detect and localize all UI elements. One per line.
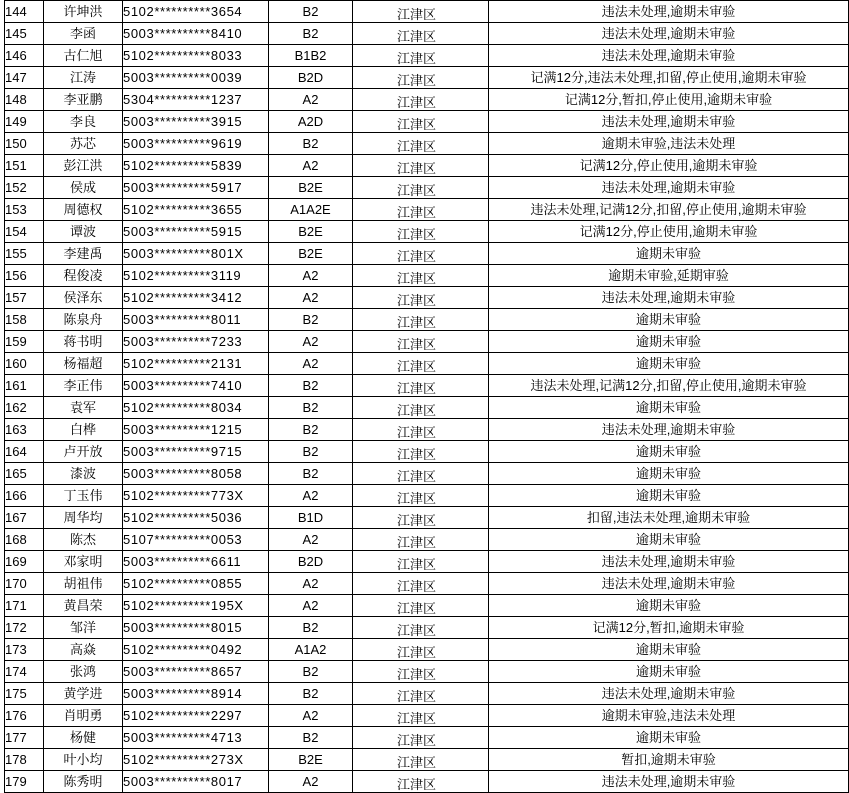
id-number-cell: 5003**********8017	[123, 771, 269, 793]
driver-name-cell: 古仁旭	[44, 45, 123, 67]
id-number-cell: 5003**********7410	[123, 375, 269, 397]
district-text: 江津区	[396, 469, 436, 484]
table-row	[5, 1, 849, 23]
license-status-cell: 违法未处理,记满12分,扣留,停止使用,逾期未审验	[489, 375, 849, 397]
license-class-cell: B2	[269, 617, 353, 639]
district-cell	[353, 463, 489, 485]
table-row	[5, 529, 849, 551]
id-number-cell: 5102**********3119	[123, 265, 269, 287]
license-class-cell: B2	[269, 1, 353, 23]
row-number-cell: 150	[5, 133, 44, 155]
row-number-cell: 162	[5, 397, 44, 419]
id-number-cell: 5003**********7233	[123, 331, 269, 353]
row-number-cell: 179	[5, 771, 44, 793]
row-number-cell: 157	[5, 287, 44, 309]
district-text: 江津区	[396, 161, 436, 176]
table-row	[5, 375, 849, 397]
district-cell	[353, 67, 489, 89]
license-class-cell: B2	[269, 463, 353, 485]
driver-name-cell: 侯泽东	[44, 287, 123, 309]
driver-name-cell: 黄学进	[44, 683, 123, 705]
driver-name-cell: 陈秀明	[44, 771, 123, 793]
driver-name-cell: 蒋书明	[44, 331, 123, 353]
district-cell	[353, 111, 489, 133]
license-class-cell: B2	[269, 375, 353, 397]
row-number-cell: 175	[5, 683, 44, 705]
district-cell	[353, 529, 489, 551]
table-row	[5, 67, 849, 89]
table-row	[5, 441, 849, 463]
id-number-cell: 5003**********8657	[123, 661, 269, 683]
row-number-cell: 164	[5, 441, 44, 463]
id-number-cell: 5003**********9715	[123, 441, 269, 463]
district-cell	[353, 177, 489, 199]
district-text: 江津区	[396, 733, 436, 748]
license-class-cell: A2	[269, 573, 353, 595]
district-text: 江津区	[396, 183, 436, 198]
license-status-cell: 违法未处理,逾期未审验	[489, 1, 849, 23]
table-row	[5, 155, 849, 177]
license-class-cell: A2	[269, 771, 353, 793]
id-number-cell: 5003**********8058	[123, 463, 269, 485]
driver-name-cell: 邹洋	[44, 617, 123, 639]
license-class-cell: B2	[269, 683, 353, 705]
row-number-cell: 173	[5, 639, 44, 661]
license-class-cell: A1A2E	[269, 199, 353, 221]
table-row	[5, 89, 849, 111]
table-row	[5, 661, 849, 683]
district-text: 江津区	[396, 579, 436, 594]
table-row	[5, 771, 849, 793]
district-cell	[353, 507, 489, 529]
table-row	[5, 287, 849, 309]
license-status-cell: 逾期未审验	[489, 397, 849, 419]
district-cell	[353, 89, 489, 111]
license-class-cell: B2	[269, 133, 353, 155]
district-cell	[353, 661, 489, 683]
license-class-cell: A1A2	[269, 639, 353, 661]
driver-name-cell: 高焱	[44, 639, 123, 661]
license-class-cell: A2	[269, 485, 353, 507]
table-row	[5, 45, 849, 67]
row-number-cell: 172	[5, 617, 44, 639]
license-class-cell: A2	[269, 265, 353, 287]
district-cell	[353, 221, 489, 243]
district-text: 江津区	[396, 645, 436, 660]
district-cell	[353, 397, 489, 419]
license-class-cell: B1B2	[269, 45, 353, 67]
license-status-cell: 违法未处理,记满12分,扣留,停止使用,逾期未审验	[489, 199, 849, 221]
license-status-cell: 违法未处理,逾期未审验	[489, 771, 849, 793]
driver-name-cell: 邓家明	[44, 551, 123, 573]
district-text: 江津区	[396, 95, 436, 110]
driver-name-cell: 李正伟	[44, 375, 123, 397]
table-row	[5, 573, 849, 595]
row-number-cell: 159	[5, 331, 44, 353]
row-number-cell: 174	[5, 661, 44, 683]
driver-name-cell: 陈杰	[44, 529, 123, 551]
license-status-cell: 逾期未审验	[489, 243, 849, 265]
license-status-cell: 逾期未审验	[489, 661, 849, 683]
table-row	[5, 309, 849, 331]
license-status-cell: 逾期未审验	[489, 441, 849, 463]
district-text: 江津区	[396, 117, 436, 132]
id-number-cell: 5102**********0855	[123, 573, 269, 595]
license-status-cell: 违法未处理,逾期未审验	[489, 111, 849, 133]
driver-name-cell: 杨健	[44, 727, 123, 749]
license-status-cell: 记满12分,违法未处理,扣留,停止使用,逾期未审验	[489, 67, 849, 89]
license-status-cell: 逾期未审验,违法未处理	[489, 705, 849, 727]
table-row	[5, 111, 849, 133]
license-status-cell: 逾期未审验	[489, 353, 849, 375]
driver-name-cell: 白桦	[44, 419, 123, 441]
table-row	[5, 353, 849, 375]
district-text: 江津区	[396, 205, 436, 220]
driver-name-cell: 黄昌荣	[44, 595, 123, 617]
license-status-cell: 逾期未审验	[489, 639, 849, 661]
driver-name-cell: 李良	[44, 111, 123, 133]
table-row	[5, 397, 849, 419]
license-status-cell: 逾期未审验	[489, 595, 849, 617]
id-number-cell: 5003**********1215	[123, 419, 269, 441]
id-number-cell: 5102**********195X	[123, 595, 269, 617]
driver-name-cell: 许坤洪	[44, 1, 123, 23]
table-row	[5, 133, 849, 155]
license-class-cell: B2E	[269, 221, 353, 243]
row-number-cell: 178	[5, 749, 44, 771]
district-text: 江津区	[396, 755, 436, 770]
license-class-cell: B2E	[269, 243, 353, 265]
district-text: 江津区	[396, 711, 436, 726]
table-row	[5, 595, 849, 617]
license-class-cell: B2	[269, 441, 353, 463]
id-number-cell: 5102**********2297	[123, 705, 269, 727]
district-text: 江津区	[396, 139, 436, 154]
id-number-cell: 5102**********2131	[123, 353, 269, 375]
district-cell	[353, 243, 489, 265]
id-number-cell: 5102**********5839	[123, 155, 269, 177]
district-text: 江津区	[396, 425, 436, 440]
id-number-cell: 5003**********0039	[123, 67, 269, 89]
row-number-cell: 151	[5, 155, 44, 177]
table-row	[5, 331, 849, 353]
id-number-cell: 5003**********6611	[123, 551, 269, 573]
license-status-cell: 暂扣,逾期未审验	[489, 749, 849, 771]
district-text: 江津区	[396, 667, 436, 682]
table-row	[5, 617, 849, 639]
district-text: 江津区	[396, 557, 436, 572]
district-text: 江津区	[396, 689, 436, 704]
license-status-cell: 逾期未审验	[489, 485, 849, 507]
table-row	[5, 683, 849, 705]
id-number-cell: 5107**********0053	[123, 529, 269, 551]
id-number-cell: 5102**********3654	[123, 1, 269, 23]
driver-name-cell: 张鸿	[44, 661, 123, 683]
table-row	[5, 705, 849, 727]
driver-name-cell: 李函	[44, 23, 123, 45]
district-cell	[353, 441, 489, 463]
table-row	[5, 177, 849, 199]
district-text: 江津区	[396, 227, 436, 242]
id-number-cell: 5003**********801X	[123, 243, 269, 265]
license-status-cell: 逾期未审验	[489, 309, 849, 331]
row-number-cell: 163	[5, 419, 44, 441]
license-status-cell: 逾期未审验	[489, 463, 849, 485]
id-number-cell: 5102**********0492	[123, 639, 269, 661]
district-text: 江津区	[396, 513, 436, 528]
license-class-cell: A2	[269, 705, 353, 727]
district-cell	[353, 1, 489, 23]
district-text: 江津区	[396, 381, 436, 396]
district-text: 江津区	[396, 601, 436, 616]
row-number-cell: 165	[5, 463, 44, 485]
table-row	[5, 265, 849, 287]
row-number-cell: 146	[5, 45, 44, 67]
license-class-cell: A2	[269, 155, 353, 177]
row-number-cell: 155	[5, 243, 44, 265]
district-cell	[353, 595, 489, 617]
license-class-cell: A2	[269, 353, 353, 375]
license-class-cell: B2	[269, 23, 353, 45]
district-text: 江津区	[396, 315, 436, 330]
driver-name-cell: 苏芯	[44, 133, 123, 155]
driver-name-cell: 谭波	[44, 221, 123, 243]
driver-name-cell: 肖明勇	[44, 705, 123, 727]
license-status-cell: 违法未处理,逾期未审验	[489, 573, 849, 595]
license-class-cell: B2E	[269, 177, 353, 199]
driver-name-cell: 漆波	[44, 463, 123, 485]
license-class-cell: B2	[269, 727, 353, 749]
driver-name-cell: 卢开放	[44, 441, 123, 463]
driver-name-cell: 彭江洪	[44, 155, 123, 177]
row-number-cell: 152	[5, 177, 44, 199]
license-status-cell: 违法未处理,逾期未审验	[489, 23, 849, 45]
license-status-cell: 违法未处理,逾期未审验	[489, 177, 849, 199]
id-number-cell: 5003**********8011	[123, 309, 269, 331]
district-cell	[353, 617, 489, 639]
license-class-cell: B2	[269, 397, 353, 419]
row-number-cell: 145	[5, 23, 44, 45]
id-number-cell: 5003**********8410	[123, 23, 269, 45]
row-number-cell: 153	[5, 199, 44, 221]
license-status-cell: 违法未处理,逾期未审验	[489, 287, 849, 309]
district-cell	[353, 771, 489, 793]
license-status-cell: 记满12分,暂扣,逾期未审验	[489, 617, 849, 639]
table-row	[5, 551, 849, 573]
license-class-cell: A2	[269, 529, 353, 551]
district-cell	[353, 705, 489, 727]
district-text: 江津区	[396, 29, 436, 44]
table-row	[5, 749, 849, 771]
driver-name-cell: 袁军	[44, 397, 123, 419]
district-cell	[353, 639, 489, 661]
driver-name-cell: 李亚鹏	[44, 89, 123, 111]
district-text: 江津区	[396, 623, 436, 638]
table-row	[5, 507, 849, 529]
district-cell	[353, 375, 489, 397]
driver-name-cell: 程俊凌	[44, 265, 123, 287]
license-class-cell: A2	[269, 595, 353, 617]
id-number-cell: 5003**********3915	[123, 111, 269, 133]
row-number-cell: 158	[5, 309, 44, 331]
license-status-cell: 违法未处理,逾期未审验	[489, 45, 849, 67]
district-cell	[353, 573, 489, 595]
id-number-cell: 5102**********3412	[123, 287, 269, 309]
district-text: 江津区	[396, 359, 436, 374]
id-number-cell: 5003**********8015	[123, 617, 269, 639]
table-row	[5, 23, 849, 45]
row-number-cell: 169	[5, 551, 44, 573]
row-number-cell: 147	[5, 67, 44, 89]
license-class-cell: A2D	[269, 111, 353, 133]
table-row	[5, 485, 849, 507]
table-row	[5, 199, 849, 221]
row-number-cell: 161	[5, 375, 44, 397]
row-number-cell: 148	[5, 89, 44, 111]
row-number-cell: 154	[5, 221, 44, 243]
district-text: 江津区	[396, 7, 436, 22]
district-cell	[353, 287, 489, 309]
license-class-cell: B2	[269, 309, 353, 331]
district-text: 江津区	[396, 73, 436, 88]
license-status-cell: 逾期未审验,延期审验	[489, 265, 849, 287]
license-class-cell: B2D	[269, 551, 353, 573]
row-number-cell: 177	[5, 727, 44, 749]
row-number-cell: 171	[5, 595, 44, 617]
license-status-cell: 扣留,违法未处理,逾期未审验	[489, 507, 849, 529]
district-cell	[353, 485, 489, 507]
license-status-cell: 记满12分,停止使用,逾期未审验	[489, 155, 849, 177]
district-text: 江津区	[396, 271, 436, 286]
records-table	[4, 0, 849, 793]
id-number-cell: 5003**********4713	[123, 727, 269, 749]
license-status-cell: 违法未处理,逾期未审验	[489, 683, 849, 705]
district-text: 江津区	[396, 777, 436, 792]
row-number-cell: 167	[5, 507, 44, 529]
table-row	[5, 243, 849, 265]
license-class-cell: A2	[269, 89, 353, 111]
license-class-cell: B2D	[269, 67, 353, 89]
district-cell	[353, 683, 489, 705]
row-number-cell: 149	[5, 111, 44, 133]
district-text: 江津区	[396, 51, 436, 66]
id-number-cell: 5102**********273X	[123, 749, 269, 771]
district-text: 江津区	[396, 293, 436, 308]
id-number-cell: 5102**********773X	[123, 485, 269, 507]
driver-name-cell: 胡祖伟	[44, 573, 123, 595]
license-status-cell: 记满12分,暂扣,停止使用,逾期未审验	[489, 89, 849, 111]
row-number-cell: 170	[5, 573, 44, 595]
id-number-cell: 5003**********9619	[123, 133, 269, 155]
license-class-cell: A2	[269, 331, 353, 353]
id-number-cell: 5003**********8914	[123, 683, 269, 705]
district-cell	[353, 155, 489, 177]
license-class-cell: B1D	[269, 507, 353, 529]
license-status-cell: 记满12分,停止使用,逾期未审验	[489, 221, 849, 243]
driver-name-cell: 丁玉伟	[44, 485, 123, 507]
license-status-cell: 违法未处理,逾期未审验	[489, 551, 849, 573]
district-cell	[353, 419, 489, 441]
district-cell	[353, 133, 489, 155]
district-cell	[353, 265, 489, 287]
row-number-cell: 156	[5, 265, 44, 287]
id-number-cell: 5102**********3655	[123, 199, 269, 221]
driver-name-cell: 李建禹	[44, 243, 123, 265]
license-status-cell: 违法未处理,逾期未审验	[489, 419, 849, 441]
id-number-cell: 5003**********5917	[123, 177, 269, 199]
table-row	[5, 727, 849, 749]
district-text: 江津区	[396, 249, 436, 264]
district-cell	[353, 309, 489, 331]
license-class-cell: B2	[269, 661, 353, 683]
driver-name-cell: 陈泉舟	[44, 309, 123, 331]
license-class-cell: A2	[269, 287, 353, 309]
driver-name-cell: 周德权	[44, 199, 123, 221]
license-status-cell: 逾期未审验	[489, 331, 849, 353]
district-cell	[353, 727, 489, 749]
id-number-cell: 5102**********5036	[123, 507, 269, 529]
row-number-cell: 168	[5, 529, 44, 551]
district-text: 江津区	[396, 491, 436, 506]
id-number-cell: 5003**********5915	[123, 221, 269, 243]
table-row	[5, 419, 849, 441]
id-number-cell: 5304**********1237	[123, 89, 269, 111]
driver-name-cell: 周华均	[44, 507, 123, 529]
license-class-cell: B2E	[269, 749, 353, 771]
driver-name-cell: 叶小均	[44, 749, 123, 771]
district-cell	[353, 45, 489, 67]
records-body	[5, 1, 849, 793]
district-text: 江津区	[396, 403, 436, 418]
row-number-cell: 144	[5, 1, 44, 23]
district-cell	[353, 199, 489, 221]
table-row	[5, 639, 849, 661]
driver-name-cell: 侯成	[44, 177, 123, 199]
license-status-cell: 逾期未审验	[489, 529, 849, 551]
driver-name-cell: 杨福超	[44, 353, 123, 375]
id-number-cell: 5102**********8034	[123, 397, 269, 419]
district-cell	[353, 353, 489, 375]
table-row	[5, 463, 849, 485]
district-text: 江津区	[396, 535, 436, 550]
row-number-cell: 176	[5, 705, 44, 727]
district-text: 江津区	[396, 337, 436, 352]
district-cell	[353, 23, 489, 45]
row-number-cell: 160	[5, 353, 44, 375]
district-cell	[353, 749, 489, 771]
license-status-cell: 逾期未审验	[489, 727, 849, 749]
district-cell	[353, 331, 489, 353]
license-status-cell: 逾期未审验,违法未处理	[489, 133, 849, 155]
district-cell	[353, 551, 489, 573]
id-number-cell: 5102**********8033	[123, 45, 269, 67]
table-row	[5, 221, 849, 243]
district-text: 江津区	[396, 447, 436, 462]
license-class-cell: B2	[269, 419, 353, 441]
row-number-cell: 166	[5, 485, 44, 507]
driver-name-cell: 江涛	[44, 67, 123, 89]
